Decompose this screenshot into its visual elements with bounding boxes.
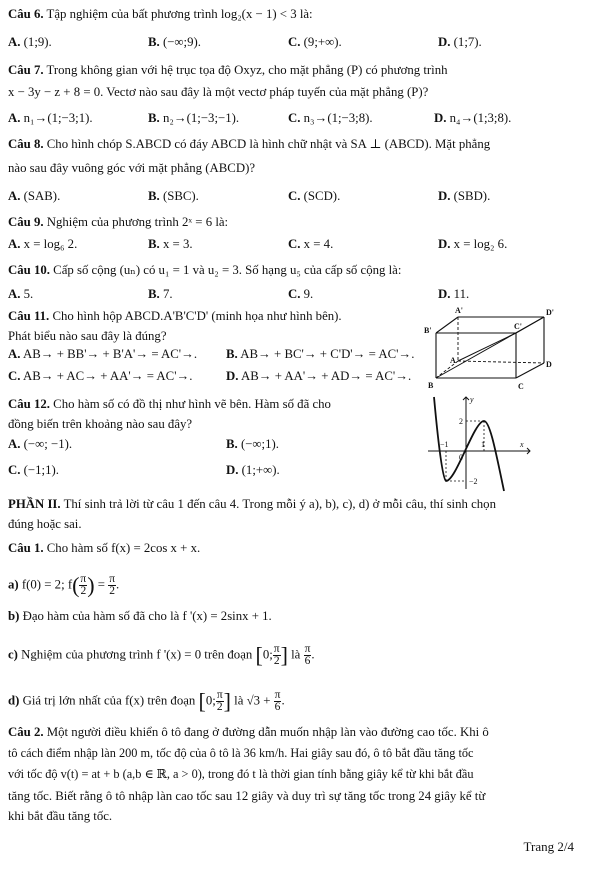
q10-option-b xyxy=(148,286,173,302)
part2-label: PHẦN II. xyxy=(8,497,61,511)
q6-stem xyxy=(8,6,313,22)
q8-line1: Cho hình chóp S.ABCD có đáy ABCD là hình chữ nhật và SA ⊥ (ABCD). Mặt phẳng xyxy=(46,137,491,151)
option-label: B. xyxy=(226,347,238,361)
q12-stem-line1 xyxy=(8,396,331,412)
q6-option-c xyxy=(288,34,342,50)
y-tick-two: 2 xyxy=(459,417,463,426)
option-text: (SBC). xyxy=(162,189,199,203)
item-c-label: c) xyxy=(8,647,18,662)
option-text: n₁→(1;−3;1). xyxy=(23,111,93,125)
option-text: AB→ + AA'→ + AD→ = AC'→. xyxy=(240,369,412,383)
bracket-close: ] xyxy=(223,688,231,714)
q9-text: Nghiệm của phương trình 2ˣ = 6 là: xyxy=(46,215,229,229)
item-a-text2: = xyxy=(97,577,105,592)
frac-den: 6 xyxy=(304,655,311,667)
q11-option-b xyxy=(226,346,414,362)
bracket-open: [ xyxy=(255,642,263,668)
q9-stem xyxy=(8,214,228,230)
option-label: D. xyxy=(438,237,451,251)
option-text: x = log₂ 6. xyxy=(453,237,508,251)
option-text: x = 4. xyxy=(303,237,334,251)
option-label: A. xyxy=(8,287,21,301)
q10-option-d xyxy=(438,286,469,302)
option-label: C. xyxy=(288,189,301,203)
page-number: Trang 2/4 xyxy=(523,839,574,854)
option-label: D. xyxy=(438,287,451,301)
vertex-b: B xyxy=(428,381,434,390)
option-label: D. xyxy=(226,463,239,477)
option-text: x = 3. xyxy=(162,237,193,251)
item-a-text1: f(0) = 2; f xyxy=(21,577,73,592)
bracket-close: ] xyxy=(280,642,288,668)
cubic-graph-figure xyxy=(426,393,536,493)
q11-option-d xyxy=(226,368,411,384)
vertex-b1: B' xyxy=(424,326,432,335)
vertex-a: A xyxy=(450,356,456,365)
q12-option-a xyxy=(8,436,72,452)
option-text: n₃→(1;−3;8). xyxy=(303,111,373,125)
parallelepiped-figure xyxy=(418,303,568,393)
frac-den: 2 xyxy=(80,585,87,597)
q8-option-b xyxy=(148,188,199,204)
q11-option-c xyxy=(8,368,193,384)
q7-label: Câu 7. xyxy=(8,63,44,77)
option-text: 5. xyxy=(23,287,34,301)
q7-option-a xyxy=(8,110,93,126)
vertex-c1: C' xyxy=(514,322,522,331)
vertex-c: C xyxy=(518,382,524,391)
q8-option-d xyxy=(438,188,490,204)
part2-text: Thí sinh trả lời từ câu 1 đến câu 4. Trong mỗi ý a), b), c), d) ở mỗi câu, thí sinh chọn xyxy=(63,497,496,511)
q8-line2: nào sau đây vuông góc với mặt phẳng (ABCD)? xyxy=(8,161,256,175)
option-text: x = log₆ 2. xyxy=(23,237,78,251)
interval-start: 0; xyxy=(262,647,273,662)
option-text: (9;+∞). xyxy=(303,35,342,49)
p2q1-label: Câu 1. xyxy=(8,541,44,555)
x-axis-label: x xyxy=(520,440,524,449)
frac-den: 2 xyxy=(109,585,115,597)
option-text: (1;9). xyxy=(23,35,52,49)
option-label: D. xyxy=(438,35,451,49)
option-label: C. xyxy=(288,237,301,251)
item-a-label: a) xyxy=(8,577,19,592)
option-text: (−1;1). xyxy=(23,463,59,477)
q10-option-c xyxy=(288,286,313,302)
option-label: D. xyxy=(226,369,239,383)
frac-pi-over-6 xyxy=(304,644,312,667)
option-label: A. xyxy=(8,437,21,451)
frac-num: π xyxy=(274,689,281,701)
x-tick-one: 1 xyxy=(481,440,485,449)
option-label: C. xyxy=(288,111,301,125)
frac-num: π xyxy=(109,573,115,585)
q8-stem-line1 xyxy=(8,136,490,152)
q6-option-d xyxy=(438,34,482,50)
q7-line1: Trong không gian với hệ trục tọa độ Oxyz, cho mặt phẳng (P) có phương trình xyxy=(46,63,448,77)
y-tick-minus-two: −2 xyxy=(469,477,478,486)
option-text: (−∞;9). xyxy=(162,35,201,49)
p2q1-item-b xyxy=(8,608,272,624)
q9-option-c xyxy=(288,236,333,252)
q6-option-b xyxy=(148,34,201,50)
option-text: (1;7). xyxy=(453,35,482,49)
option-label: D. xyxy=(434,111,447,125)
item-d-label: d) xyxy=(8,693,20,708)
q7-option-b xyxy=(148,110,239,126)
vertex-d1: D' xyxy=(546,308,554,317)
option-text: n₂→(1;−3;−1). xyxy=(162,111,240,125)
p2q2-line5: khi bắt đầu tăng tốc. xyxy=(8,809,113,823)
option-text: (SAB). xyxy=(23,189,61,203)
p2q2-line1 xyxy=(8,724,489,740)
option-label: C. xyxy=(288,287,301,301)
option-label: A. xyxy=(8,189,21,203)
bracket-open: [ xyxy=(198,688,206,714)
option-text: AB→ + BC'→ + C'D'→ = AC'→. xyxy=(240,347,415,361)
p2q1-text: Cho hàm số f(x) = 2cos x + x. xyxy=(46,541,201,555)
frac-den: 2 xyxy=(273,655,280,667)
option-label: B. xyxy=(226,437,238,451)
q10-text: Cấp số cộng (uₙ) có u₁ = 1 và u₂ = 3. Số hạng u₅ của cấp số cộng là: xyxy=(53,263,402,277)
option-label: B. xyxy=(148,35,160,49)
option-label: C. xyxy=(8,463,21,477)
edge-a1-b1 xyxy=(436,317,458,333)
frac-den: 2 xyxy=(216,701,223,713)
frac-pi-over-2-d xyxy=(216,690,224,713)
q9-label: Câu 9. xyxy=(8,215,44,229)
option-label: B. xyxy=(148,189,160,203)
p2q1-item-d: d) Giá trị lớn nhất của f(x) trên đoạn [0; $\frac{\pi}{2}$ ] là √3 + $\frac{\pi}{6}$ . xyxy=(8,688,285,714)
option-label: B. xyxy=(148,111,160,125)
q10-option-a xyxy=(8,286,33,302)
option-label: C. xyxy=(8,369,21,383)
option-text: (SBD). xyxy=(453,189,491,203)
q9-option-d xyxy=(438,236,507,252)
item-b-label: b) xyxy=(8,609,20,623)
q6-option-a xyxy=(8,34,52,50)
option-text: (−∞; −1). xyxy=(23,437,73,451)
q6-text: Tập nghiệm của bất phương trình log₂(x − 1) < 3 là: xyxy=(46,7,313,21)
q11-option-a xyxy=(8,346,197,362)
p2q2-line3: với tốc độ v(t) = at + b (a,b ∈ ℝ, a > 0), trong đó t là thời gian tính bằng giây kể từ khi bắt đầu xyxy=(8,767,474,781)
q11-stem-line1 xyxy=(8,308,342,324)
option-label: B. xyxy=(148,287,160,301)
q12-option-c xyxy=(8,462,59,478)
frac-num: π xyxy=(273,643,280,655)
edge-a-d xyxy=(458,361,544,363)
frac-pi-over-2-b xyxy=(108,574,116,597)
origin-label: 0 xyxy=(459,453,463,462)
p2q2-line2: tô cách điểm nhập làn 200 m, tốc độ của ô tô là 36 km/h. Hai giây sau đó, ô tô bắt đầu tăng tốc xyxy=(8,746,474,760)
frac-num: π xyxy=(304,643,311,655)
frac-pi-over-2-c xyxy=(273,644,281,667)
q10-stem xyxy=(8,262,401,278)
p2q1-item-c: c) Nghiệm của phương trình f '(x) = 0 trên đoạn [0; $\frac{\pi}{2}$ ] là $\frac{\pi}{6}$ . xyxy=(8,642,315,668)
item-d-text1: Giá trị lớn nhất của f(x) trên đoạn xyxy=(22,693,196,708)
q11-line1: Cho hình hộp ABCD.A'B'C'D' (minh họa như hình bên). xyxy=(52,309,342,323)
q12-option-d xyxy=(226,462,280,478)
q12-line2: đồng biến trên khoảng nào sau đây? xyxy=(8,417,193,431)
p2q2-line4: tăng tốc. Biết rằng ô tô nhập làn cao tốc sau 12 giây và duy trì sự tăng tốc trong 24 giây kể từ xyxy=(8,789,486,803)
q9-option-a xyxy=(8,236,77,252)
paren-close: ) xyxy=(87,572,95,598)
option-label: D. xyxy=(438,189,451,203)
option-label: A. xyxy=(8,35,21,49)
item-c-text2: là xyxy=(291,647,301,662)
option-text: AB→ + AC→ + AA'→ = AC'→. xyxy=(22,369,193,383)
q7-stem-line1 xyxy=(8,62,448,78)
option-text: AB→ + BB'→ + B'A'→ = AC'→. xyxy=(22,347,198,361)
q12-label: Câu 12. xyxy=(8,397,50,411)
p2q1-item-a: a) f(0) = 2; f( $\frac{\pi}{2}$ ) = $\frac{\pi}{2}$ . xyxy=(8,572,120,598)
y-axis-label: y xyxy=(470,395,474,404)
p2q2-text1: Một người điều khiển ô tô đang ở đường dẫn muốn nhập làn vào đường cao tốc. Khi ô xyxy=(46,725,489,739)
option-label: A. xyxy=(8,111,21,125)
q8-option-a xyxy=(8,188,60,204)
item-c-text1: Nghiệm của phương trình f '(x) = 0 trên đoạn xyxy=(21,647,253,662)
item-b-text: Đạo hàm của hàm số đã cho là f '(x) = 2sinx + 1. xyxy=(22,609,272,623)
q6-label: Câu 6. xyxy=(8,7,44,21)
q9-option-b xyxy=(148,236,193,252)
part2-line2: đúng hoặc sai. xyxy=(8,517,82,531)
option-text: n₄→(1;3;8). xyxy=(449,111,512,125)
q12-line1: Cho hàm số có đồ thị như hình vẽ bên. Hàm số đã cho xyxy=(53,397,331,411)
diagonal-b-d1 xyxy=(436,317,544,378)
item-d-text2: là √3 + xyxy=(234,693,271,708)
paren-open: ( xyxy=(72,572,80,598)
q8-option-c xyxy=(288,188,340,204)
vertex-d: D xyxy=(546,360,552,369)
option-text: (−∞;1). xyxy=(240,437,279,451)
interval-start: 0; xyxy=(205,693,216,708)
q12-option-b xyxy=(226,436,279,452)
edge-c-d xyxy=(516,363,544,378)
frac-num: π xyxy=(216,689,223,701)
q10-label: Câu 10. xyxy=(8,263,50,277)
vertex-a1: A' xyxy=(455,306,463,315)
option-text: 7. xyxy=(162,287,173,301)
q8-label: Câu 8. xyxy=(8,137,44,151)
q11-line2: Phát biểu nào sau đây là đúng? xyxy=(8,329,167,343)
q7-line2: x − 3y − z + 8 = 0. Vectơ nào sau đây là một vectơ pháp tuyến của mặt phẳng (P)? xyxy=(8,85,429,99)
option-text: (1;+∞). xyxy=(241,463,280,477)
part2-line1 xyxy=(8,496,496,512)
p2q2-label: Câu 2. xyxy=(8,725,44,739)
p2q1-stem xyxy=(8,540,200,556)
option-text: (SCD). xyxy=(303,189,341,203)
option-text: 9. xyxy=(303,287,314,301)
q7-option-c xyxy=(288,110,373,126)
frac-num: π xyxy=(80,573,87,585)
frac-den: 6 xyxy=(274,701,281,713)
frac-pi-over-6-d xyxy=(274,690,282,713)
q11-label: Câu 11. xyxy=(8,309,50,323)
option-text: 11. xyxy=(453,287,470,301)
option-label: C. xyxy=(288,35,301,49)
option-label: B. xyxy=(148,237,160,251)
option-label: A. xyxy=(8,347,21,361)
q7-option-d xyxy=(434,110,511,126)
option-label: A. xyxy=(8,237,21,251)
x-tick-minus-one: −1 xyxy=(440,440,449,449)
